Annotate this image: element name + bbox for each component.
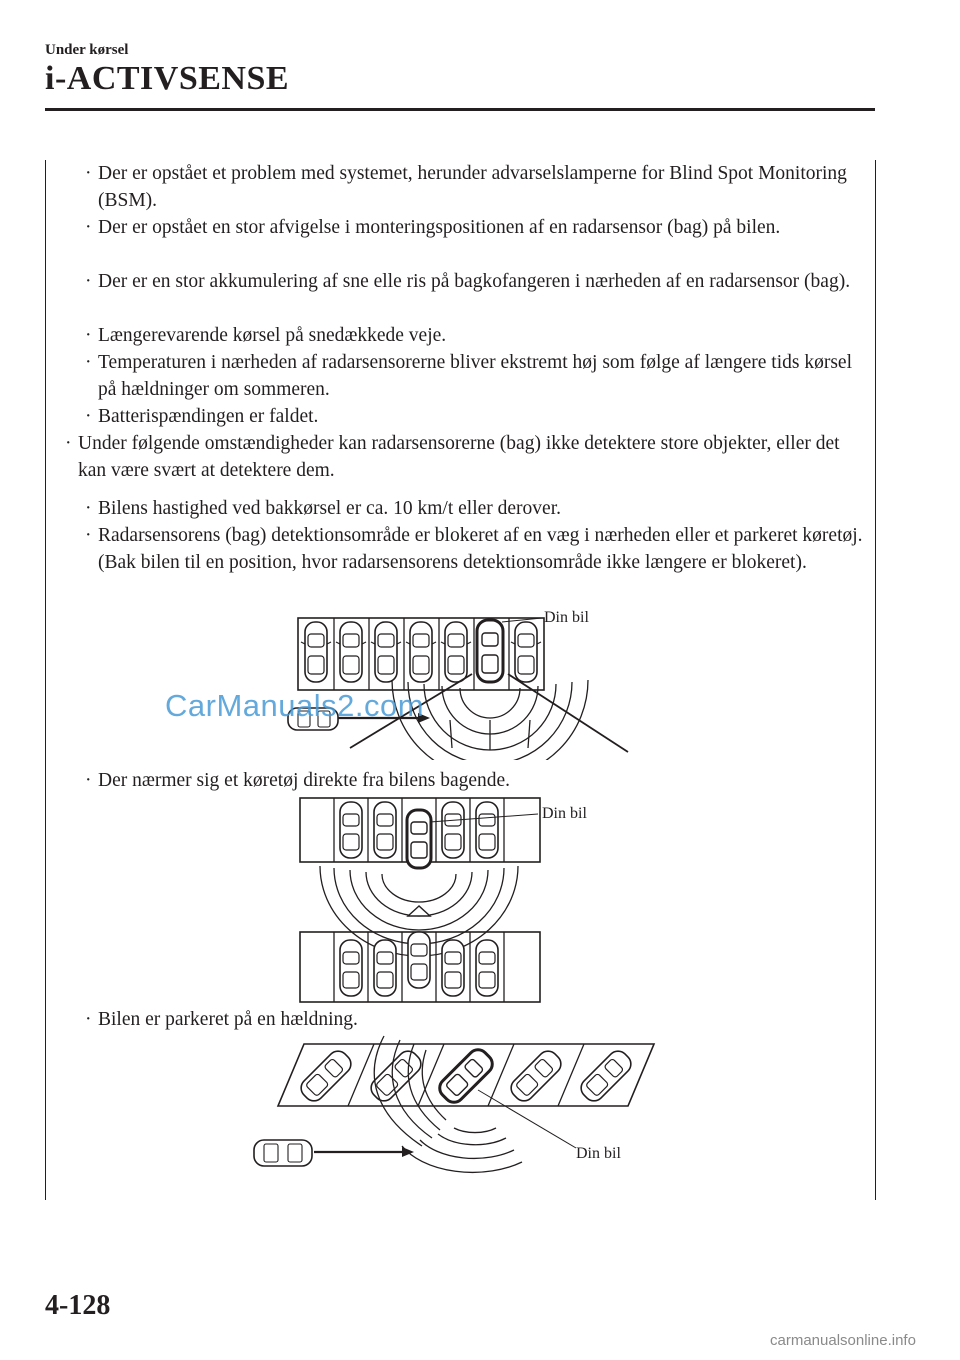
list-item: [85, 214, 868, 241]
list-item: [85, 403, 868, 430]
item-text: Der nærmer sig et køretøj direkte fra bilens bagende.: [98, 770, 511, 791]
list-item: [85, 767, 868, 794]
figure-label: Din bil: [544, 609, 589, 626]
item-text: Der er opstået en stor afvigelse i monteringspositionen af en radarsensor (bag) på bilen.: [98, 217, 781, 238]
section-label: Under kørsel: [45, 42, 129, 58]
bullet-icon: ·: [85, 325, 92, 346]
header-rule: [45, 108, 875, 111]
bullet-icon: ·: [85, 1009, 92, 1030]
item-text: Længerevarende kørsel på snedækkede veje.: [98, 325, 447, 346]
item-text: Batterispændingen er faldet.: [98, 406, 319, 427]
list-item: [85, 495, 868, 522]
bullet-icon: ·: [85, 406, 92, 427]
right-margin-rule: [875, 160, 876, 1200]
list-item: [85, 349, 868, 403]
bullet-icon: ·: [85, 271, 92, 292]
item-text: Bilens hastighed ved bakkørsel er ca. 10 km/t eller derover.: [98, 498, 561, 519]
item-text: Radarsensorens (bag) detektionsområde er blokeret af en væg i nærheden eller et parkeret køretøj. (Bak bilen til en position, hvor radarsensorens detektionsområde ikke længere er blokeret).: [98, 525, 863, 573]
list-item: [65, 430, 868, 484]
bullet-icon: ·: [85, 525, 92, 546]
item-text: Temperaturen i nærheden af radarsensorerne bliver ekstremt høj som følge af længere tids kørsel på hældninger om sommeren.: [98, 352, 852, 400]
footer-site: carmanualsonline.info: [770, 1332, 916, 1349]
list-item: [85, 268, 868, 295]
figure-label: Din bil: [576, 1145, 621, 1162]
bullet-icon: ·: [65, 433, 72, 454]
list-item: [85, 160, 868, 214]
watermark: CarManuals2.com: [165, 688, 425, 723]
list-item: [85, 522, 868, 576]
bullet-icon: ·: [85, 163, 92, 184]
bullet-icon: ·: [85, 770, 92, 791]
figure-approaching-vehicle: [298, 796, 638, 1006]
left-margin-rule: [45, 160, 46, 1200]
item-text: Bilen er parkeret på en hældning.: [98, 1009, 358, 1030]
item-text: Under følgende omstændigheder kan radarsensorerne (bag) ikke detektere store objekter, eller det kan være svært at detektere dem.: [78, 433, 840, 481]
figure-blocked-detection: [280, 600, 650, 760]
bullet-icon: ·: [85, 498, 92, 519]
list-item: [85, 322, 868, 349]
chapter-title: i-ACTIVSENSE: [45, 60, 290, 97]
item-text: Der er en stor akkumulering af sne elle ris på bagkofangeren i nærheden af en radarsensor (bag).: [98, 271, 851, 292]
figure-label: Din bil: [542, 805, 587, 822]
bullet-icon: ·: [85, 217, 92, 238]
list-item: [85, 1006, 868, 1033]
item-text: Der er opstået et problem med systemet, herunder advarselslamperne for Blind Spot Monitoring (BSM).: [98, 163, 847, 211]
bullet-icon: ·: [85, 352, 92, 373]
figure-parked-on-slope: [244, 1034, 664, 1196]
page-number: 4-128: [45, 1290, 111, 1321]
